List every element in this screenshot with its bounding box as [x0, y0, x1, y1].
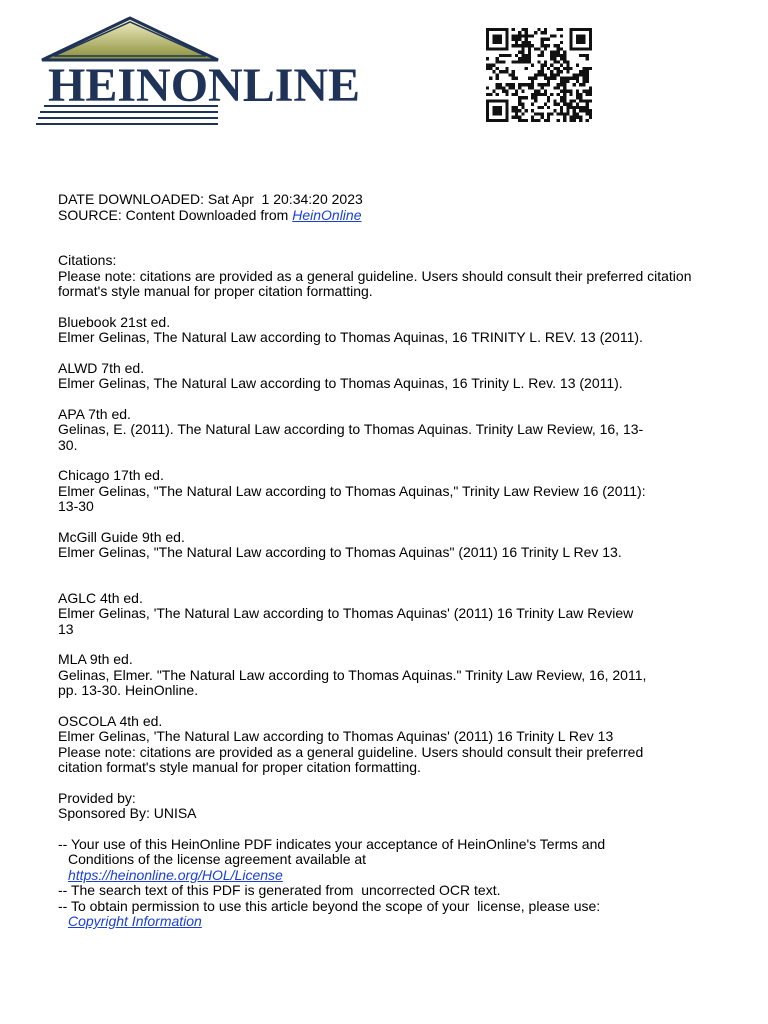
- citations-heading: Citations:: [58, 252, 117, 268]
- citation-text: Elmer Gelinas, The Natural Law according to Thomas Aquinas, 16 TRINITY L. REV. 13 (2011).: [58, 329, 643, 345]
- citations-note: Please note: citations are provided as a general guideline. Users should consult their preferred citation format's style manual for proper citation formatting.: [58, 267, 696, 299]
- citation-style: OSCOLA 4th ed.: [58, 712, 163, 729]
- heinonline-link[interactable]: HeinOnline: [292, 206, 362, 223]
- citation-style: Bluebook 21st ed.: [58, 313, 171, 330]
- citation-style: APA 7th ed.: [58, 405, 131, 422]
- license-link-line: [58, 868, 718, 884]
- copyright-information-link[interactable]: Copyright Information: [68, 913, 202, 929]
- source-prefix: SOURCE: Content Downloaded from: [58, 206, 293, 223]
- citation-text: Gelinas, Elmer. "The Natural Law according to Thomas Aquinas." Trinity Law Review, 16, 2011, pp. 13-30. HeinOnline.: [58, 666, 651, 698]
- citation-text: Elmer Gelinas, 'The Natural Law according to Thomas Aquinas' (2011) 16 Trinity Law Review 13: [58, 605, 638, 637]
- permission-notice: -- To obtain permission to use this article beyond the scope of your license, please use:: [58, 897, 601, 914]
- heinonline-logo: [36, 14, 428, 132]
- date-downloaded: DATE DOWNLOADED: Sat Apr 1 20:34:20 2023: [58, 191, 363, 207]
- license-link[interactable]: https://heinonline.org/HOL/License: [68, 866, 283, 883]
- document-body: [58, 192, 718, 930]
- provided-by: Provided by:: [58, 789, 136, 806]
- citation-text: Elmer Gelinas, "The Natural Law according to Thomas Aquinas," Trinity Law Review 16 (2011): 13-30: [58, 482, 650, 514]
- citation-style: Chicago 17th ed.: [58, 467, 164, 483]
- citation-text: Elmer Gelinas, "The Natural Law according to Thomas Aquinas" (2011) 16 Trinity L Rev 13.: [58, 544, 622, 560]
- ocr-notice: -- The search text of this PDF is generated from uncorrected OCR text.: [58, 882, 501, 898]
- qr-code: [486, 28, 592, 122]
- terms-notice-cont: Conditions of the license agreement available at: [68, 851, 367, 867]
- citation-text: Elmer Gelinas, The Natural Law according to Thomas Aquinas, 16 Trinity L. Rev. 13 (2011).: [58, 375, 623, 391]
- terms-notice: -- Your use of this HeinOnline PDF indicates your acceptance of HeinOnline's Terms and: [58, 835, 606, 852]
- citation-text: Gelinas, E. (2011). The Natural Law according to Thomas Aquinas. Trinity Law Review, 16, 13-30.: [58, 421, 644, 453]
- svg-text:HEINONLINE: HEINONLINE: [48, 59, 361, 112]
- citation-style: McGill Guide 9th ed.: [58, 528, 185, 545]
- source-line: [58, 208, 718, 224]
- citation-style: ALWD 7th ed.: [58, 359, 145, 376]
- copyright-link-line: [58, 914, 718, 930]
- citation-text: Elmer Gelinas, 'The Natural Law according to Thomas Aquinas' (2011) 16 Trinity L Rev 13 Please note: citations are provided as a general guideline. Users should consult their preferred citation format's style manual for proper citation formatting.: [58, 728, 672, 775]
- citation-style: MLA 9th ed.: [58, 651, 133, 667]
- citation-style: AGLC 4th ed.: [58, 589, 143, 606]
- sponsored-by: Sponsored By: UNISA: [58, 805, 197, 821]
